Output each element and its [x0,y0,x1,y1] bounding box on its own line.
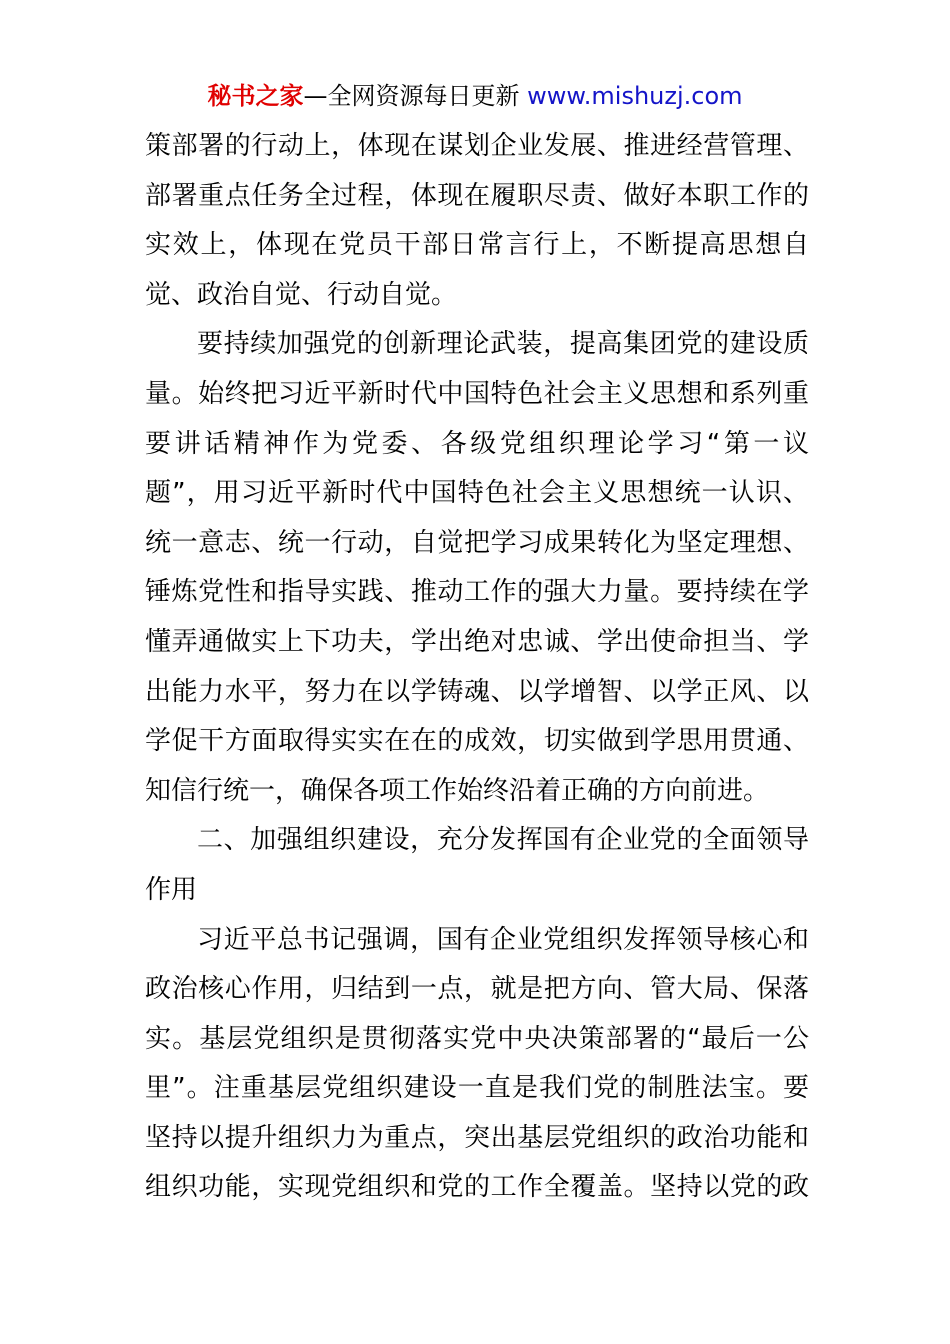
section-heading-line: 作用 [145,874,198,905]
text-line: 部署重点任务全过程，体现在履职尽责、做好本职工作的 [145,180,809,211]
text-line: 懂弄通做实上下功夫，学出绝对忠诚、学出使命担当、学 [145,626,809,657]
paragraph-start-line: 习近平总书记强调，国有企业党组织发挥领导核心和 [197,924,809,955]
document-body [145,122,809,1213]
header-url-link[interactable]: www.mishuzj.com [527,82,743,110]
text-line: 学促干方面取得实实在在的成效，切实做到学思用贯通、 [145,726,809,757]
text-line: 政治核心作用，归结到一点，就是把方向、管大局、保落 [145,974,809,1005]
text-line: 要讲话精神作为党委、各级党组织理论学习“第一议 [145,428,809,459]
text-line: 量。始终把习近平新时代中国特色社会主义思想和系列重 [145,378,809,409]
text-line: 里”。注重基层党组织建设一直是我们党的制胜法宝。要 [145,1073,809,1104]
text-line: 策部署的行动上，体现在谋划企业发展、推进经营管理、 [145,131,809,161]
text-line: 组织功能，实现党组织和党的工作全覆盖。坚持以党的政 [145,1172,809,1203]
header-brand: 秘书之家 [207,82,304,110]
text-line: 知信行统一，确保各项工作始终沿着正确的方向前进。 [145,775,770,806]
text-line: 出能力水平，努力在以学铸魂、以学增智、以学正风、以 [145,676,809,707]
text-line: 觉、政治自觉、行动自觉。 [145,279,458,310]
text-line: 实效上，体现在党员干部日常言行上，不断提高思想自 [145,230,809,261]
text-line: 实。基层党组织是贯彻落实党中央决策部署的“最后一公 [145,1023,809,1054]
text-line: 统一意志、统一行动，自觉把学习成果转化为坚定理想、 [145,527,809,558]
text-line: 题”，用习近平新时代中国特色社会主义思想统一认识、 [145,478,809,509]
text-line: 坚持以提升组织力为重点，突出基层党组织的政治功能和 [145,1122,809,1153]
text-line: 锤炼党性和指导实践、推动工作的强大力量。要持续在学 [145,577,809,608]
paragraph-start-line: 要持续加强党的创新理论武装，提高集团党的建设质 [197,329,809,360]
header-tagline: —全网资源每日更新 [303,82,528,110]
section-heading-line: 二、加强组织建设，充分发挥国有企业党的全面领导 [197,825,809,856]
page-header [0,80,950,112]
